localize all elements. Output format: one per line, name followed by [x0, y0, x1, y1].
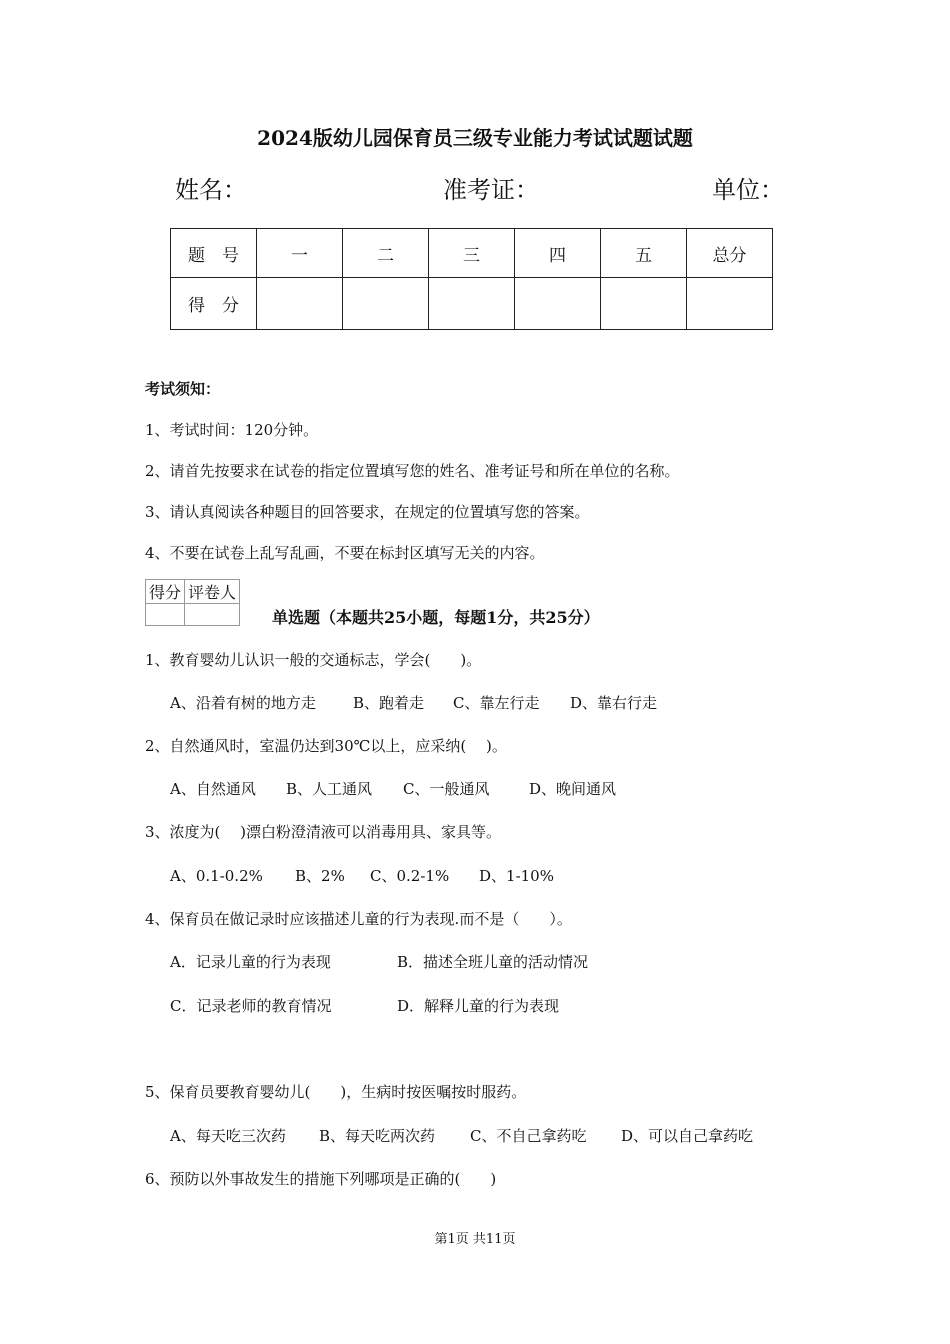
exam-number-field-label: 准考证：: [443, 176, 539, 204]
score-table-cell: 二: [343, 229, 429, 278]
score-table-cell: [257, 278, 343, 330]
grader-score-label: 得分: [146, 580, 185, 604]
notice-item: 4、不要在试卷上乱写乱画，不要在标封区填写无关的内容。: [145, 544, 545, 562]
score-table-cell: 三: [429, 229, 515, 278]
score-table-cell: 题 号: [171, 229, 257, 278]
unit-field-label: 单位：: [712, 176, 784, 204]
score-table-cell: 得 分: [171, 278, 257, 330]
score-table-score-row: [171, 278, 773, 330]
question-option: A、沿着有树的地方走: [170, 694, 316, 712]
grader-box: [145, 579, 240, 626]
score-table-cell: 总分: [687, 229, 773, 278]
notice-item: 3、请认真阅读各种题目的回答要求，在规定的位置填写您的答案。: [145, 503, 590, 521]
page-footer: 第1页 共11页: [434, 1232, 516, 1247]
question-option: C、一般通风: [403, 780, 490, 798]
question-option: B、2%: [295, 867, 345, 885]
notice-heading: 考试须知：: [145, 380, 221, 398]
section-title: 单选题（本题共25小题，每题1分，共25分）: [272, 608, 600, 627]
question-option: B、跑着走: [353, 694, 425, 712]
question-option: D、晚间通风: [529, 780, 617, 798]
question-option: B、人工通风: [286, 780, 373, 798]
question-text: 3、浓度为( )漂白粉澄清液可以消毒用具、家具等。: [145, 823, 502, 841]
question-option: C、不自己拿药吃: [470, 1127, 587, 1145]
question-option: C、0.2-1%: [370, 867, 450, 885]
grader-score-cell: [146, 604, 185, 626]
score-table-cell: 一: [257, 229, 343, 278]
question-option: A、自然通风: [170, 780, 256, 798]
page-title: 2024版幼儿园保育员三级专业能力考试试题试题: [257, 126, 693, 150]
question-option: C、靠左行走: [453, 694, 540, 712]
score-table-cell: [343, 278, 429, 330]
score-table: [170, 228, 773, 330]
score-table-cell: [601, 278, 687, 330]
question-text: 5、保育员要教育婴幼儿( )，生病时按医嘱按时服药。: [145, 1083, 527, 1101]
question-option: B、每天吃两次药: [319, 1127, 436, 1145]
question-option: A、0.1-0.2%: [170, 867, 263, 885]
question-text: 2、自然通风时，室温仍达到30℃以上，应采纳( )。: [145, 737, 507, 755]
notice-item: 1、考试时间：120分钟。: [145, 421, 319, 439]
notice-item: 2、请首先按要求在试卷的指定位置填写您的姓名、准考证号和所在单位的名称。: [145, 462, 680, 480]
score-table-cell: 四: [515, 229, 601, 278]
grader-reviewer-cell: [185, 604, 240, 626]
question-option: C．记录老师的教育情况: [170, 997, 332, 1015]
score-table-cell: [515, 278, 601, 330]
question-option: D．解释儿童的行为表现: [397, 997, 560, 1015]
question-option: A．记录儿童的行为表现: [170, 953, 331, 971]
score-table-cell: [687, 278, 773, 330]
question-text: 6、预防以外事故发生的措施下列哪项是正确的( ): [145, 1170, 497, 1188]
score-table-cell: [429, 278, 515, 330]
score-table-header-row: [171, 229, 773, 278]
question-option: D、可以自己拿药吃: [621, 1127, 754, 1145]
name-field-label: 姓名：: [175, 176, 247, 204]
score-table-cell: 五: [601, 229, 687, 278]
question-option: D、靠右行走: [570, 694, 658, 712]
question-option: D、1-10%: [479, 867, 554, 885]
question-text: 4、保育员在做记录时应该描述儿童的行为表现.而不是（ ）。: [145, 910, 572, 928]
question-text: 1、教育婴幼儿认识一般的交通标志，学会( )。: [145, 651, 482, 669]
question-option: B．描述全班儿童的活动情况: [397, 953, 589, 971]
question-option: A、每天吃三次药: [170, 1127, 286, 1145]
grader-reviewer-label: 评卷人: [185, 580, 240, 604]
